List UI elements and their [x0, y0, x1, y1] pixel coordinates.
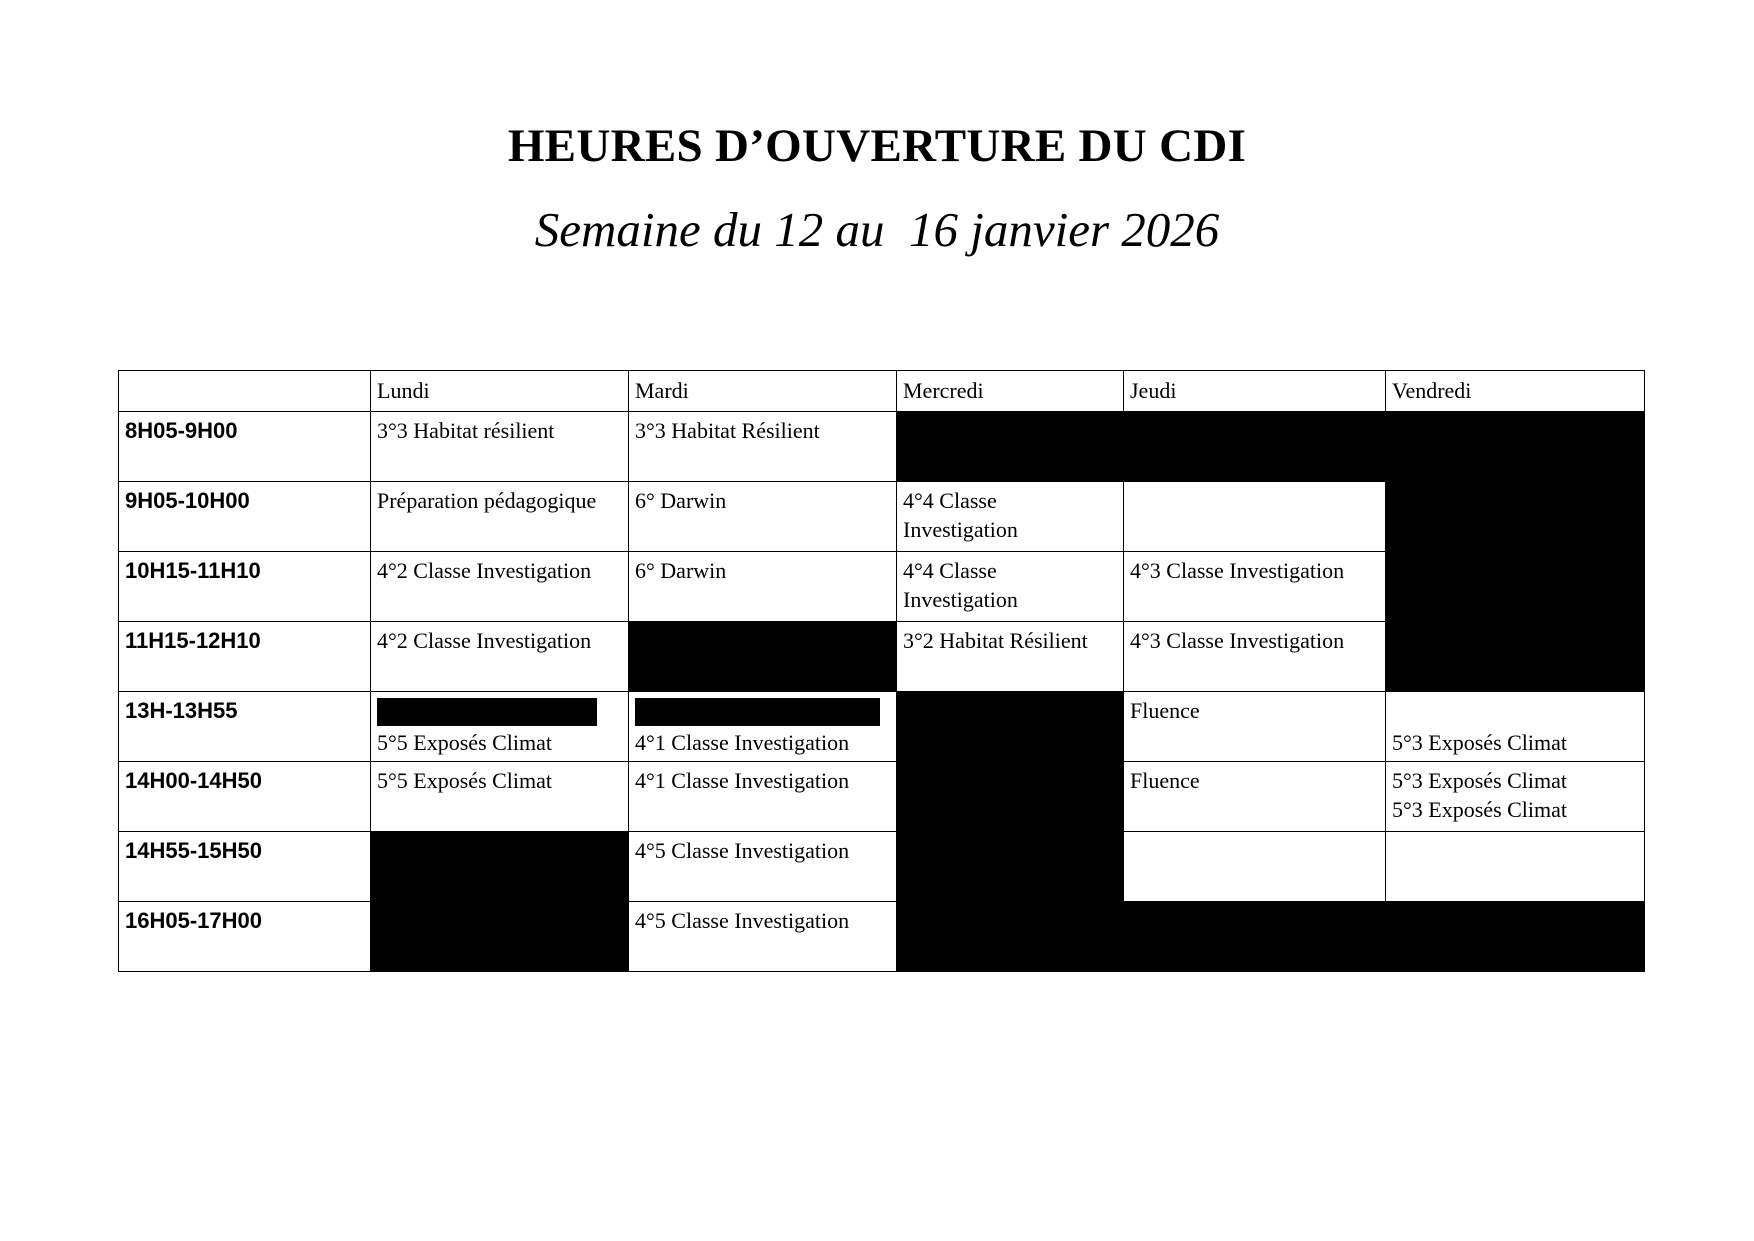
time-slot-cell: 14H00-14H50: [119, 762, 371, 832]
cell-lundi: 4°2 Classe Investigation: [371, 622, 629, 692]
time-slot-cell: 9H05-10H00: [119, 482, 371, 552]
cell-text: 5°5 Exposés Climat: [377, 730, 553, 755]
closed-cell-vendredi: [1386, 622, 1645, 692]
closed-cell-jeudi: [1124, 412, 1386, 482]
closed-cell-vendredi: [1386, 902, 1645, 972]
cell-text: 5°3 Exposés Climat: [1392, 768, 1568, 793]
cell-spacer: [1392, 696, 1638, 728]
table-row: [119, 412, 1645, 482]
page-title: HEURES D’OUVERTURE DU CDI: [507, 120, 1247, 172]
time-slot-cell: 11H15-12H10: [119, 622, 371, 692]
empty-cell-jeudi: [1124, 482, 1386, 552]
cell-jeudi: 4°3 Classe Investigation: [1124, 622, 1386, 692]
closed-cell-lundi: [371, 902, 629, 972]
cell-mercredi: 4°4 Classe Investigation: [897, 482, 1124, 552]
redaction-bar: [377, 698, 597, 726]
cell-mardi: [629, 692, 897, 762]
cell-mardi: 6° Darwin: [629, 552, 897, 622]
empty-cell-jeudi: [1124, 832, 1386, 902]
header-day-vendredi: Vendredi: [1386, 371, 1645, 412]
table-header-row: [119, 371, 1645, 412]
cell-jeudi: 4°3 Classe Investigation: [1124, 552, 1386, 622]
cell-text: 5°3 Exposés Climat: [1392, 730, 1568, 755]
closed-cell-mardi: [629, 622, 897, 692]
cell-mardi: 4°5 Classe Investigation: [629, 832, 897, 902]
time-slot-cell: 8H05-9H00: [119, 412, 371, 482]
header-day-mercredi: Mercredi: [897, 371, 1124, 412]
header-day-jeudi: Jeudi: [1124, 371, 1386, 412]
cell-mardi: 3°3 Habitat Résilient: [629, 412, 897, 482]
cell-lundi: Préparation pédagogique: [371, 482, 629, 552]
cell-mardi: 4°1 Classe Investigation: [629, 762, 897, 832]
page-subtitle: Semaine du 12 au 16 janvier 2026: [534, 202, 1220, 257]
cell-lundi: 5°5 Exposés Climat: [371, 762, 629, 832]
header-day-lundi: Lundi: [371, 371, 629, 412]
table-row: [119, 832, 1645, 902]
cell-mercredi: 3°2 Habitat Résilient: [897, 622, 1124, 692]
table-row: [119, 552, 1645, 622]
table-row: [119, 762, 1645, 832]
time-slot-cell: 14H55-15H50: [119, 832, 371, 902]
cell-mardi: 4°5 Classe Investigation: [629, 902, 897, 972]
table-row: [119, 482, 1645, 552]
time-slot-cell: 13H-13H55: [119, 692, 371, 762]
cell-text: 4°1 Classe Investigation: [635, 730, 850, 755]
header-corner-cell: [119, 371, 371, 412]
table-row: [119, 692, 1645, 762]
cell-text: 5°3 Exposés Climat: [1392, 797, 1568, 822]
empty-cell-vendredi: [1386, 832, 1645, 902]
table-row: [119, 902, 1645, 972]
time-slot-cell: 16H05-17H00: [119, 902, 371, 972]
closed-cell-mercredi: [897, 832, 1124, 902]
closed-cell-vendredi: [1386, 552, 1645, 622]
closed-cell-mercredi: [897, 762, 1124, 832]
redaction-bar: [635, 698, 880, 726]
cell-jeudi: Fluence: [1124, 762, 1386, 832]
closed-cell-mercredi: [897, 692, 1124, 762]
table-row: [119, 622, 1645, 692]
closed-cell-jeudi: [1124, 902, 1386, 972]
closed-cell-vendredi: [1386, 482, 1645, 552]
closed-cell-lundi: [371, 832, 629, 902]
header-day-mardi: Mardi: [629, 371, 897, 412]
cell-mercredi: 4°4 Classe Investigation: [897, 552, 1124, 622]
cell-vendredi: [1386, 762, 1645, 832]
closed-cell-mercredi: [897, 902, 1124, 972]
cell-vendredi: [1386, 692, 1645, 762]
time-slot-cell: 10H15-11H10: [119, 552, 371, 622]
closed-cell-mercredi: [897, 412, 1124, 482]
closed-cell-vendredi: [1386, 412, 1645, 482]
cell-jeudi: Fluence: [1124, 692, 1386, 762]
cell-mardi: 6° Darwin: [629, 482, 897, 552]
cell-lundi: 3°3 Habitat résilient: [371, 412, 629, 482]
cell-lundi: [371, 692, 629, 762]
schedule-table: [118, 370, 1645, 972]
cell-lundi: 4°2 Classe Investigation: [371, 552, 629, 622]
